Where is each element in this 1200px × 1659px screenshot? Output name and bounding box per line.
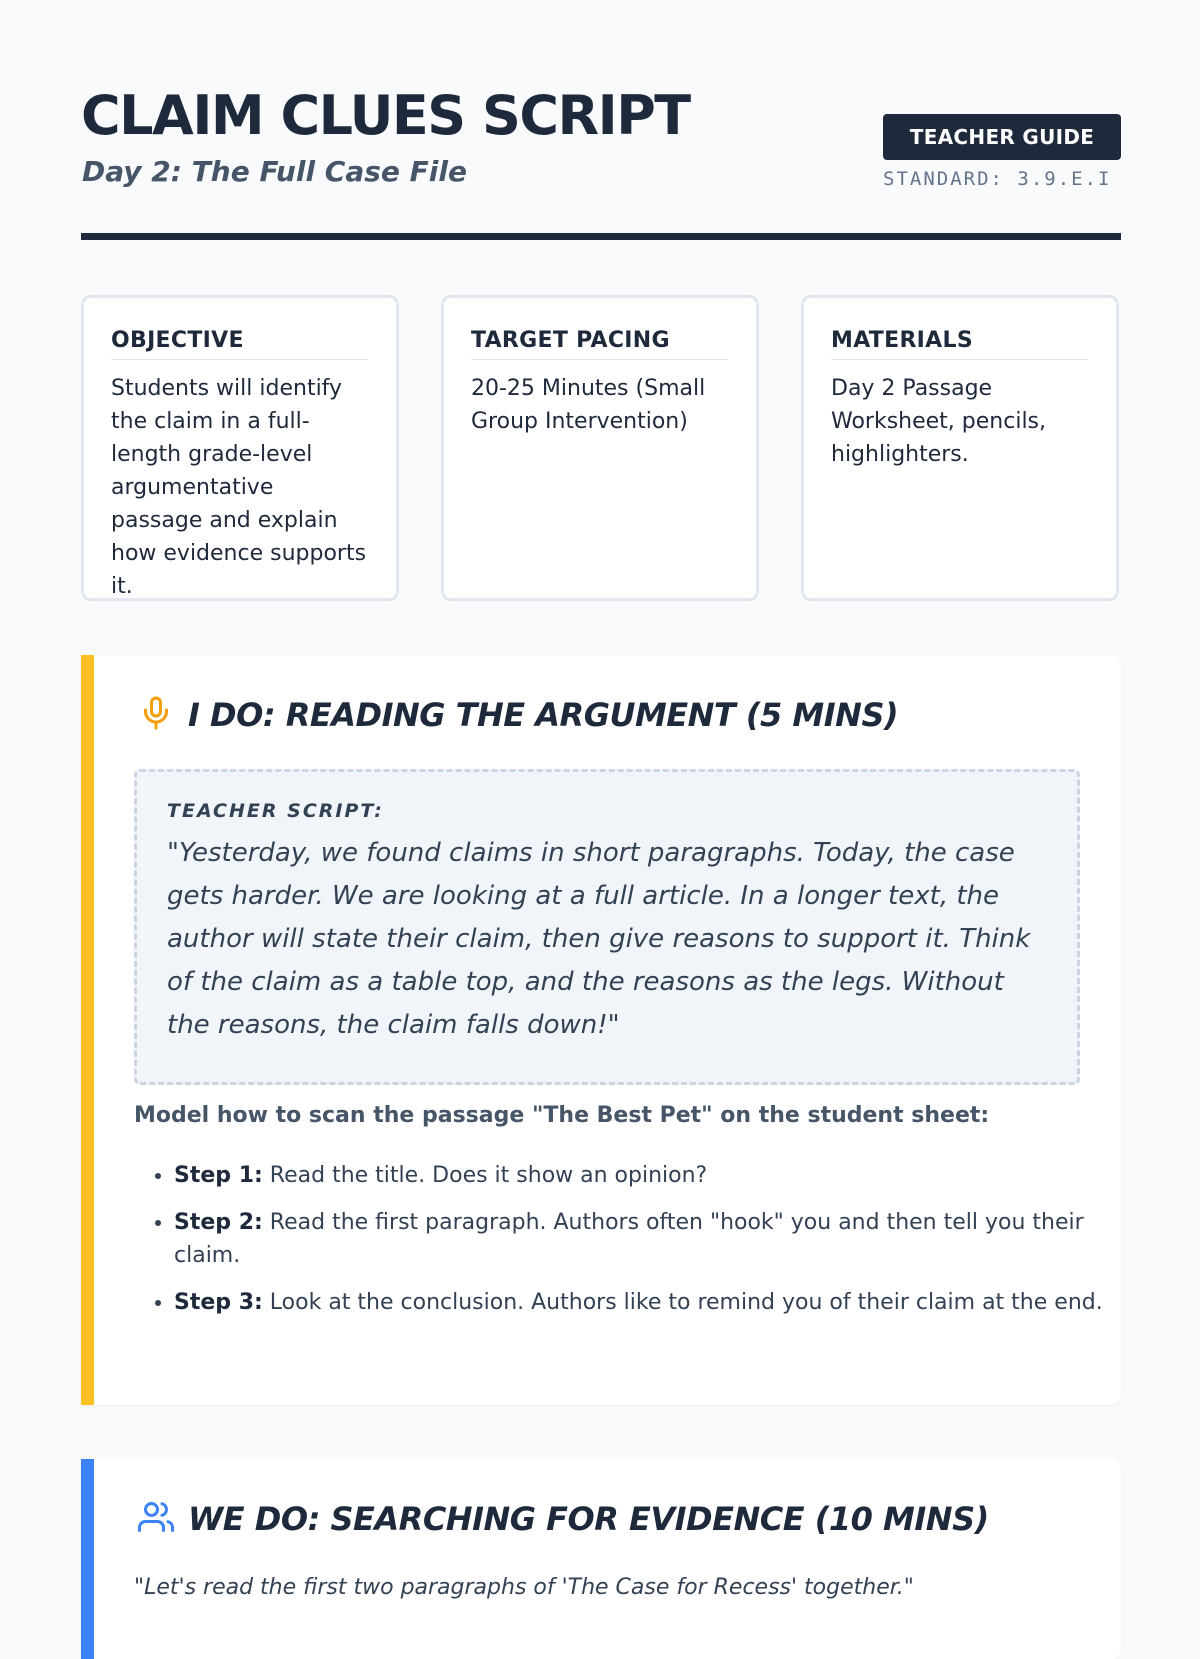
step-label: Step 3: xyxy=(174,1290,263,1315)
materials-card xyxy=(801,295,1119,601)
step-label: Step 2: xyxy=(174,1210,263,1235)
page-subtitle: Day 2: The Full Case File xyxy=(82,155,467,188)
list-item xyxy=(174,1159,1104,1192)
pacing-card xyxy=(441,295,759,601)
list-item xyxy=(174,1206,1104,1272)
card-body: Day 2 Passage Worksheet, pencils, highlighters. xyxy=(831,376,1047,467)
card-title: TARGET PACING xyxy=(471,328,728,360)
users-icon xyxy=(138,1499,174,1539)
card-body: 20-25 Minutes (Small Group Intervention) xyxy=(471,376,706,434)
model-instruction: Model how to scan the passage "The Best Pet" on the student sheet: xyxy=(134,1103,990,1128)
script-quote: "Yesterday, we found claims in short paragraphs. Today, the case gets harder. We are looking at a full article. In a longer text, the author will state their claim, then give reasons to support it. Think of the claim as a table top, and the reasons as the legs. Without the reasons, the claim falls down!" xyxy=(167,838,1031,1040)
standard-code: STANDARD: 3.9.E.I xyxy=(883,168,1112,190)
step-text: Read the title. Does it show an opinion? xyxy=(269,1163,708,1188)
card-title: MATERIALS xyxy=(831,328,1088,360)
i-do-section xyxy=(81,655,1121,1405)
page-title: CLAIM CLUES SCRIPT xyxy=(81,84,690,147)
card-title: OBJECTIVE xyxy=(111,328,368,360)
we-do-section xyxy=(81,1459,1121,1659)
we-do-quote: "Let's read the first two paragraphs of 'The Case for Recess' together." xyxy=(134,1575,914,1600)
section-title: I DO: READING THE ARGUMENT (5 MINS) xyxy=(188,696,899,734)
teacher-guide-badge: TEACHER GUIDE xyxy=(883,114,1121,160)
step-text: Look at the conclusion. Authors like to remind you of their claim at the end. xyxy=(269,1290,1103,1315)
step-label: Step 1: xyxy=(174,1163,263,1188)
objective-card xyxy=(81,295,399,601)
section-heading xyxy=(138,695,898,735)
teacher-script-box xyxy=(134,769,1080,1085)
info-cards xyxy=(81,295,1121,601)
microphone-icon xyxy=(138,695,174,735)
step-text: Read the first paragraph. Authors often "hook" you and then tell you their claim. xyxy=(174,1210,1084,1268)
script-label: TEACHER SCRIPT: xyxy=(167,800,384,822)
step-list xyxy=(134,1159,1104,1333)
header-divider xyxy=(81,233,1121,240)
section-heading xyxy=(138,1499,989,1539)
section-title: WE DO: SEARCHING FOR EVIDENCE (10 MINS) xyxy=(188,1500,989,1538)
list-item xyxy=(174,1286,1104,1319)
card-body: Students will identify the claim in a full-length grade-level argumentative passage and explain how evidence supports it. xyxy=(111,376,367,599)
page-header xyxy=(81,84,1121,194)
